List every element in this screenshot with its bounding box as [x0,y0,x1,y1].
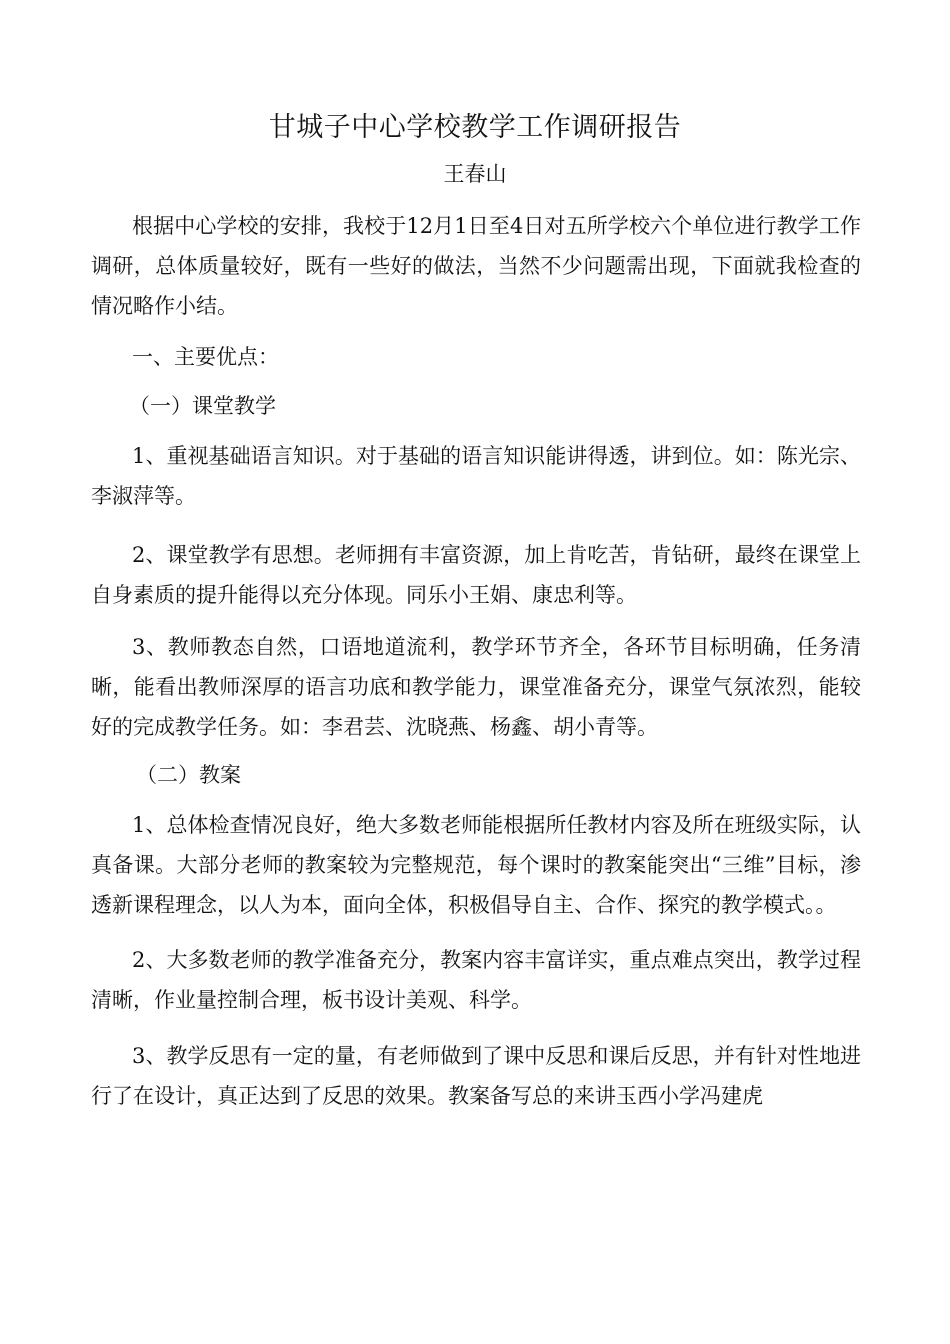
paragraph-classroom-item-3: 3、教师教态自然，口语地道流利，教学环节齐全，各环节目标明确，任务清晰，能看出教师深厚的语言功底和教学能力，课堂准备充分，课堂气氛浓烈，能较好的完成教学任务。如：李君芸、沈晓燕、杨鑫、胡小青等。 [91,635,861,739]
paragraph-classroom-item-1: 1、重视基础语言知识。对于基础的语言知识能讲得透，讲到位。如：陈光宗、李淑萍等。 [91,444,861,508]
section-heading-strengths: 一、主要优点： [132,345,279,369]
paragraph-classroom-item-2: 2、课堂教学有思想。老师拥有丰富资源，加上肯吃苦，肯钻研，最终在课堂上自身素质的提升能得以充分体现。同乐小王娟、康忠利等。 [91,543,861,607]
document-author: 王春山 [443,162,507,186]
document-body [91,206,861,1116]
paragraph-lesson-plan-item-3: 3、教学反思有一定的量，有老师做到了课中反思和课后反思，并有针对性地进行了在设计，真正达到了反思的效果。教案备写总的来讲玉西小学冯建虎 [91,1044,861,1108]
document-title: 甘城子中心学校教学工作调研报告 [268,112,682,143]
paragraph-intro: 根据中心学校的安排，我校于12月1日至4日对五所学校六个单位进行教学工作调研，总体质量较好，既有一些好的做法，当然不少问题需出现，下面就我检查的情况略作小结。 [91,214,861,318]
subsection-heading-classroom-teaching: （一）课堂教学 [129,394,276,418]
paragraph-lesson-plan-item-1: 1、总体检查情况良好，绝大多数老师能根据所任教材内容及所在班级实际，认真备课。大部分老师的教案较为完整规范，每个课时的教案能突出“三维”目标，渗透新课程理念，以人为本，面向全体，积极倡导自主、合作、探究的教学模式。。 [91,813,861,917]
subsection-heading-lesson-plans: （二）教案 [136,763,241,787]
paragraph-lesson-plan-item-2: 2、大多数老师的教学准备充分，教案内容丰富详实，重点难点突出，教学过程清晰，作业量控制合理，板书设计美观、科学。 [91,948,861,1012]
